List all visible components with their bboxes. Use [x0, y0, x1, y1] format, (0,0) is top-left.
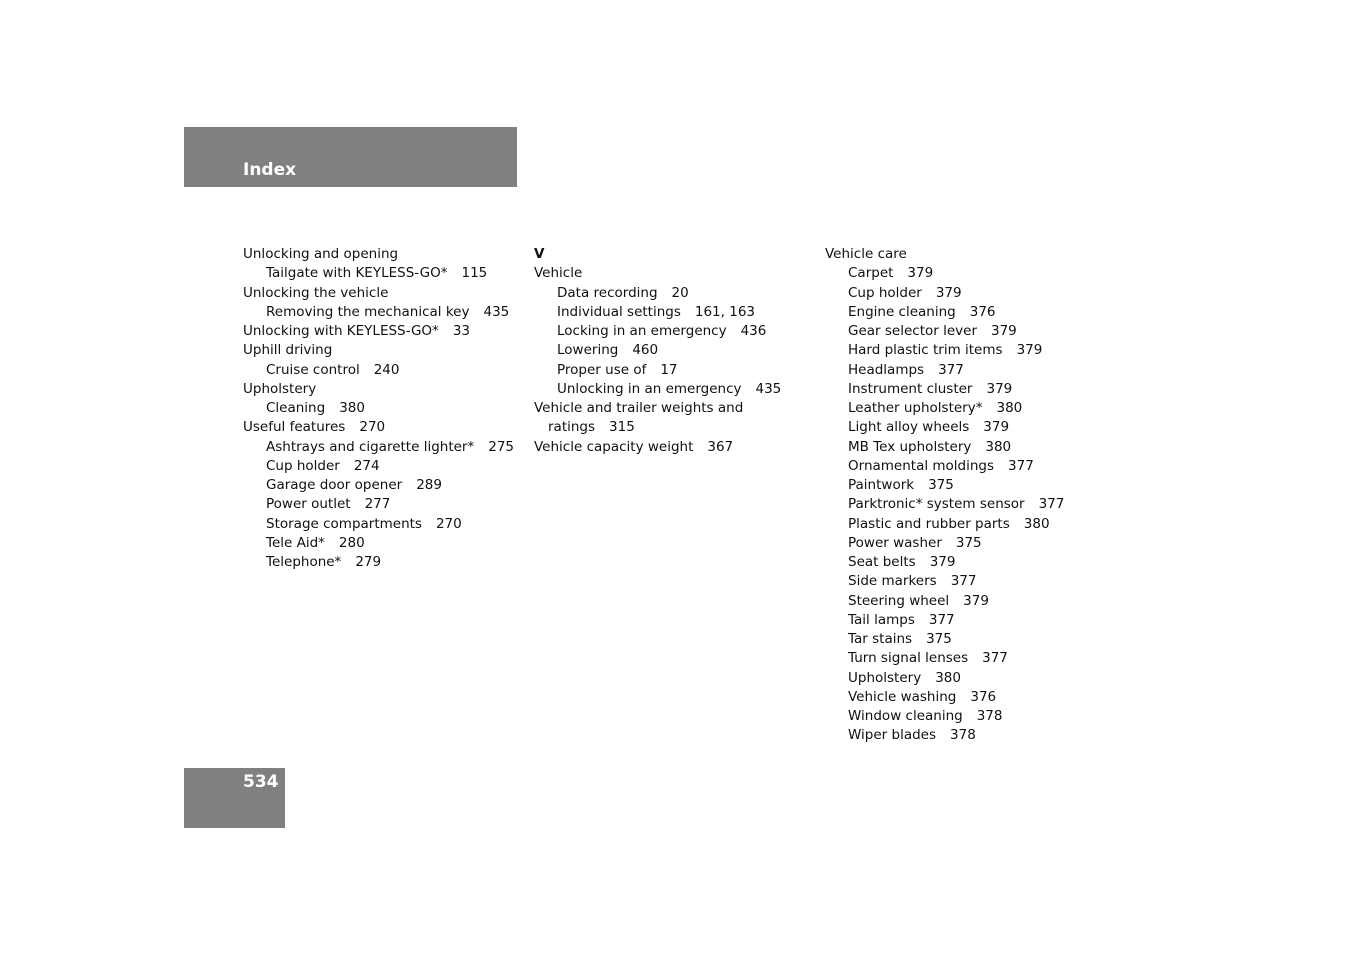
index-entry-text: Tail lamps [848, 611, 915, 628]
page-number-box [184, 768, 285, 828]
index-entry [243, 534, 514, 553]
index-entry [825, 726, 1064, 745]
index-entry [243, 303, 514, 322]
index-entry-page[interactable]: 379 [963, 592, 989, 609]
index-entry [243, 341, 514, 360]
index-entry-text: Proper use of [557, 361, 647, 378]
index-entry-page[interactable]: 161, 163 [694, 303, 755, 320]
index-column-2 [534, 245, 781, 457]
index-entry-text: Useful features [243, 419, 346, 436]
index-entry-page[interactable]: 376 [969, 303, 996, 320]
index-entry [243, 553, 514, 572]
index-entry [534, 303, 781, 322]
index-letter-heading [534, 245, 781, 264]
index-entry-text: V [534, 246, 545, 262]
index-entry-page[interactable]: 115 [461, 265, 488, 282]
index-entry-text: Lowering [557, 342, 619, 359]
index-entry-text: Engine cleaning [848, 303, 956, 320]
index-entry [825, 341, 1064, 360]
index-entry-page[interactable]: 460 [632, 342, 659, 359]
index-entry-text: Carpet [848, 265, 894, 282]
index-entry-page[interactable]: 379 [929, 554, 956, 570]
index-entry [534, 264, 781, 283]
index-entry [243, 438, 514, 457]
index-entry-text: MB Tex upholstery [848, 438, 972, 455]
index-entry [825, 361, 1064, 380]
index-entry [825, 688, 1064, 707]
index-entry-page[interactable]: 379 [1016, 342, 1043, 359]
index-entry-page[interactable]: 377 [1008, 457, 1034, 474]
index-entry-page[interactable]: 377 [928, 611, 955, 628]
index-entry-page[interactable]: 377 [950, 573, 977, 590]
index-entry-text: Tar stains [848, 631, 913, 647]
index-entry-page[interactable]: 377 [938, 361, 964, 378]
index-entry-text: Unlocking with KEYLESS-GO* [243, 323, 439, 339]
index-entry [534, 438, 781, 457]
index-entry-text: Ornamental moldings [848, 457, 995, 474]
index-entry-text: Vehicle washing [848, 688, 957, 705]
index-entry-text: Cleaning [266, 400, 326, 416]
index-entry [243, 245, 514, 264]
index-entry-text: Vehicle [534, 265, 583, 282]
index-entry-page[interactable]: 435 [483, 303, 510, 320]
index-entry [534, 380, 781, 399]
index-entry [825, 399, 1064, 418]
index-entry [825, 534, 1064, 553]
index-entry-text: Telephone* [266, 554, 342, 570]
index-entry-text: Unlocking and opening [243, 246, 399, 262]
index-entry-page[interactable]: 380 [935, 669, 961, 686]
index-entry [243, 361, 514, 380]
index-entry-text: Gear selector lever [848, 323, 977, 339]
index-entry-text: Parktronic* system sensor [848, 496, 1025, 513]
index-column-3 [825, 245, 1064, 746]
index-entry-page[interactable]: 376 [970, 688, 997, 705]
index-entry-text: Tele Aid* [266, 534, 325, 551]
index-entry-page[interactable]: 379 [907, 265, 934, 282]
index-entry [825, 245, 1064, 264]
index-entry-text: Garage door opener [266, 477, 403, 493]
index-entry-page[interactable]: 379 [983, 419, 1010, 436]
index-entry-page[interactable]: 375 [928, 477, 954, 493]
index-entry [243, 399, 514, 418]
index-entry-text: Turn signal lenses [848, 650, 969, 667]
index-entry [243, 380, 514, 399]
index-entry-page[interactable]: 275 [488, 438, 515, 455]
index-entry [825, 380, 1064, 399]
page-number: 534 [243, 772, 279, 792]
index-entry [825, 495, 1064, 514]
index-entry [825, 322, 1064, 341]
index-entry-text: Tailgate with KEYLESS-GO* [266, 265, 448, 282]
index-entry-text: Cup holder [266, 457, 340, 474]
index-entry-text: Power outlet [266, 496, 351, 513]
index-entry-page[interactable]: 435 [755, 380, 782, 397]
index-entry-text: ratings [548, 419, 596, 436]
index-entry [243, 322, 514, 341]
index-entry-text: Vehicle and trailer weights and [534, 400, 744, 416]
index-entry-text: Light alloy wheels [848, 419, 970, 436]
index-entry-page[interactable]: 315 [609, 419, 635, 436]
index-entry-text: Power washer [848, 534, 942, 551]
index-entry-page[interactable]: 380 [339, 400, 365, 416]
index-entry [825, 553, 1064, 572]
index-entry [825, 418, 1064, 437]
index-entry [825, 476, 1064, 495]
page-title: Index [243, 160, 297, 180]
index-entry-text: Leather upholstery* [848, 400, 983, 416]
index-entry [243, 495, 514, 514]
index-entry-text: Paintwork [848, 477, 915, 493]
index-entry [825, 303, 1064, 322]
index-entry [534, 361, 781, 380]
index-entry-page[interactable]: 17 [660, 361, 678, 378]
index-entry [243, 476, 514, 495]
index-entry-page[interactable]: 277 [364, 496, 391, 513]
index-entry [534, 341, 781, 360]
index-entry [534, 399, 781, 418]
index-entry-text: Vehicle capacity weight [534, 438, 694, 455]
index-entry-page[interactable]: 378 [976, 708, 1003, 724]
index-entry-text: Wiper blades [848, 727, 937, 744]
index-entry [534, 284, 781, 303]
index-entry-page[interactable]: 377 [1038, 496, 1065, 513]
index-entry [825, 284, 1064, 303]
index-entry-text: Upholstery [243, 380, 317, 397]
index-entry-text: Uphill driving [243, 342, 333, 359]
index-entry-text: Storage compartments [266, 515, 422, 532]
index-entry-text: Cup holder [848, 284, 922, 301]
index-column-1 [243, 245, 514, 572]
index-entry-page[interactable]: 270 [359, 419, 386, 436]
index-entry-text: Data recording [557, 284, 658, 301]
index-entry-page[interactable]: 279 [355, 554, 382, 570]
index-entry [825, 592, 1064, 611]
index-entry-page[interactable]: 378 [950, 727, 976, 744]
index-entry [243, 284, 514, 303]
index-entry-text: Headlamps [848, 361, 925, 378]
index-entry-text: Steering wheel [848, 592, 950, 609]
index-entry [825, 264, 1064, 283]
index-entry-page[interactable]: 375 [926, 631, 952, 647]
index-entry-text: Window cleaning [848, 708, 963, 724]
index-entry [825, 611, 1064, 630]
index-entry [534, 418, 781, 437]
index-entry-text: Plastic and rubber parts [848, 515, 1010, 532]
index-entry [534, 322, 781, 341]
index-entry-page[interactable]: 377 [982, 650, 1008, 667]
index-entry [243, 418, 514, 437]
index-entry [243, 515, 514, 534]
index-entry-page[interactable]: 274 [353, 457, 380, 474]
index-entry-page[interactable]: 280 [338, 534, 365, 551]
index-entry-text: Upholstery [848, 669, 922, 686]
index-entry-page[interactable]: 379 [986, 380, 1013, 397]
index-entry [825, 438, 1064, 457]
index-entry-text: Vehicle care [825, 246, 907, 262]
index-entry-text: Ashtrays and cigarette lighter* [266, 438, 475, 455]
index-entry-page[interactable]: 380 [985, 438, 1012, 455]
index-entry-page[interactable]: 436 [740, 323, 767, 339]
index-entry-text: Side markers [848, 573, 937, 590]
index-entry [825, 630, 1064, 649]
index-entry [825, 649, 1064, 668]
index-entry [243, 264, 514, 283]
index-entry-page[interactable]: 289 [416, 477, 442, 493]
index-entry-text: Seat belts [848, 554, 916, 570]
index-entry-text: Unlocking in an emergency [557, 380, 742, 397]
index-entry-page[interactable]: 380 [1023, 515, 1050, 532]
index-entry-text: Instrument cluster [848, 380, 973, 397]
index-entry-page[interactable]: 33 [452, 323, 470, 339]
index-entry-text: Removing the mechanical key [266, 303, 470, 320]
index-entry-page[interactable]: 380 [996, 400, 1023, 416]
index-entry-text: Unlocking the vehicle [243, 284, 389, 301]
index-entry-page[interactable]: 240 [373, 361, 400, 378]
index-entry [243, 457, 514, 476]
index-header-band [184, 127, 517, 187]
index-entry-page[interactable]: 379 [991, 323, 1017, 339]
index-entry [825, 457, 1064, 476]
index-entry-text: Individual settings [557, 303, 681, 320]
index-entry-page[interactable]: 367 [707, 438, 734, 455]
index-entry-page[interactable]: 270 [435, 515, 462, 532]
index-entry [825, 572, 1064, 591]
index-entry-text: Cruise control [266, 361, 360, 378]
index-entry [825, 707, 1064, 726]
index-entry-page[interactable]: 20 [671, 284, 689, 301]
index-entry-page[interactable]: 375 [955, 534, 982, 551]
index-entry [825, 669, 1064, 688]
index-entry-text: Hard plastic trim items [848, 342, 1003, 359]
index-entry-page[interactable]: 379 [935, 284, 962, 301]
index-entry-text: Locking in an emergency [557, 323, 727, 339]
index-entry [825, 515, 1064, 534]
